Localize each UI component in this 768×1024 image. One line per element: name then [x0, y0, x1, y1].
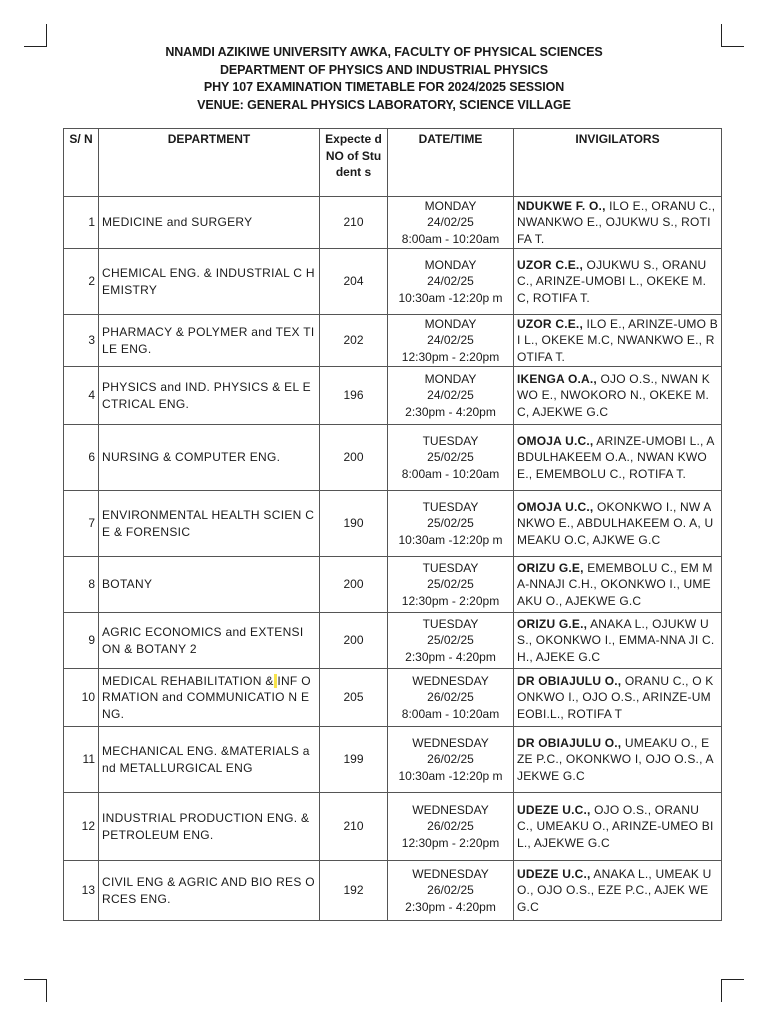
exam-day: TUESDAY	[422, 433, 479, 448]
col-header-department: DEPARTMENT	[99, 129, 320, 197]
col-header-invigilators: INVIGILATORS	[514, 129, 722, 197]
other-invigilators: UMEAKU O., E ZE P.C., OKONKWO I, OJO O.S., AJEKWE G.C	[517, 735, 714, 783]
department-text-end: INF ORMATION and COMMUNICATIO N ENG.	[102, 673, 311, 721]
cell-datetime	[388, 727, 514, 793]
cell-invigilators	[514, 861, 722, 921]
cell-invigilators	[514, 727, 722, 793]
exam-time: 10:30am -12:20p m	[398, 532, 503, 547]
lead-invigilator: NDUKWE F. O.,	[517, 198, 606, 213]
cell-department: CIVIL ENG & AGRIC AND BIO RES ORCES ENG.	[99, 861, 320, 921]
other-invigilators: ILO E., ORANU C., NWANKWO E., OJUKWU S., ROTIFA T.	[517, 198, 716, 246]
lead-invigilator: UDEZE U.C.,	[517, 866, 591, 881]
other-invigilators: ARINZE-UMOBI L., ABDULHAKEEM O.A., NWAN KWO E., EMEMBOLU C., ROTIFA T.	[517, 433, 715, 481]
table-row	[64, 793, 722, 861]
cell-invigilators	[514, 315, 722, 367]
lead-invigilator: IKENGA O.A.,	[517, 371, 597, 386]
cell-department: MEDICINE and SURGERY	[99, 197, 320, 249]
cell-invigilators	[514, 197, 722, 249]
cell-department	[99, 669, 320, 727]
exam-date: 25/02/25	[427, 633, 474, 648]
lead-invigilator: DR OBIAJULU O.,	[517, 673, 622, 688]
cell-datetime	[388, 249, 514, 315]
exam-day: WEDNESDAY	[412, 735, 489, 750]
cell-expected: 210	[320, 197, 388, 249]
other-invigilators: EMEMBOLU C., EM MA-NNAJI C.H., OKONKWO I., UMEAKU O., AJEKWE G.C	[517, 560, 713, 608]
exam-date: 24/02/25	[427, 333, 474, 348]
cell-datetime	[388, 491, 514, 557]
lead-invigilator: DR OBIAJULU O.,	[517, 735, 622, 750]
cell-department: AGRIC ECONOMICS and EXTENSI ON & BOTANY 2	[99, 613, 320, 669]
cell-invigilators	[514, 249, 722, 315]
exam-date: 25/02/25	[427, 577, 474, 592]
table-row	[64, 557, 722, 613]
cell-sn: 8	[64, 557, 99, 613]
exam-day: TUESDAY	[422, 499, 479, 514]
cell-datetime	[388, 793, 514, 861]
cell-sn: 11	[64, 727, 99, 793]
exam-date: 26/02/25	[427, 883, 474, 898]
cell-department: PHARMACY & POLYMER and TEX TILE ENG.	[99, 315, 320, 367]
table-row	[64, 613, 722, 669]
exam-day: WEDNESDAY	[412, 866, 489, 881]
exam-day: TUESDAY	[422, 616, 479, 631]
document-header	[0, 44, 768, 114]
cell-datetime	[388, 425, 514, 491]
lead-invigilator: OMOJA U.C.,	[517, 499, 594, 514]
cell-sn: 4	[64, 367, 99, 425]
cell-sn: 13	[64, 861, 99, 921]
cell-expected: 192	[320, 861, 388, 921]
other-invigilators: OJUKWU S., ORANU C., ARINZE-UMOBI L., OKEKE M.C, ROTIFA T.	[517, 257, 707, 305]
cell-datetime	[388, 557, 514, 613]
exam-date: 24/02/25	[427, 274, 474, 289]
other-invigilators: OKONKWO I., NW ANKWO E., ABDULHAKEEM O. A, UMEAKU O.C, AJKWE G.C	[517, 499, 714, 547]
cell-department: BOTANY	[99, 557, 320, 613]
table-row	[64, 727, 722, 793]
exam-time: 2:30pm - 4:20pm	[405, 649, 496, 664]
cell-sn: 7	[64, 491, 99, 557]
exam-timetable	[63, 128, 722, 921]
exam-time: 8:00am - 10:20am	[401, 706, 500, 721]
lead-invigilator: OMOJA U.C.,	[517, 433, 594, 448]
exam-date: 25/02/25	[427, 450, 474, 465]
cell-expected: 196	[320, 367, 388, 425]
cell-invigilators	[514, 793, 722, 861]
exam-time: 2:30pm - 4:20pm	[405, 404, 496, 419]
table-row	[64, 249, 722, 315]
cell-sn: 2	[64, 249, 99, 315]
cell-expected: 204	[320, 249, 388, 315]
department-title: DEPARTMENT OF PHYSICS AND INDUSTRIAL PHYSICS	[219, 62, 549, 77]
cell-expected: 200	[320, 613, 388, 669]
exam-time: 8:00am - 10:20am	[401, 231, 500, 246]
table-row	[64, 425, 722, 491]
exam-date: 26/02/25	[427, 752, 474, 767]
cell-expected: 199	[320, 727, 388, 793]
other-invigilators: ILO E., ARINZE-UMO BI L., OKEKE M.C, NWANKWO E., ROTIFA T.	[517, 316, 718, 364]
cell-department: NURSING & COMPUTER ENG.	[99, 425, 320, 491]
cell-sn: 10	[64, 669, 99, 727]
exam-date: 24/02/25	[427, 388, 474, 403]
cell-invigilators	[514, 425, 722, 491]
other-invigilators: OJO O.S., ORANU C., UMEAKU O., ARINZE-UMEO BI L., AJEKWE G.C	[517, 802, 714, 850]
exam-time: 2:30pm - 4:20pm	[405, 899, 496, 914]
cell-sn: 12	[64, 793, 99, 861]
other-invigilators: ANAKA L., UMEAK U O., OJO O.S., EZE P.C., AJEK WE G.C	[517, 866, 712, 914]
cell-expected: 205	[320, 669, 388, 727]
table-row	[64, 315, 722, 367]
cell-department: ENVIRONMENTAL HEALTH SCIEN CE & FORENSIC	[99, 491, 320, 557]
exam-date: 26/02/25	[427, 819, 474, 834]
cell-invigilators	[514, 491, 722, 557]
exam-day: MONDAY	[424, 371, 477, 386]
cell-invigilators	[514, 367, 722, 425]
cell-invigilators	[514, 613, 722, 669]
cell-datetime	[388, 367, 514, 425]
table-row	[64, 367, 722, 425]
exam-date: 25/02/25	[427, 516, 474, 531]
table-row	[64, 491, 722, 557]
exam-time: 12:30pm - 2:20pm	[401, 835, 500, 850]
col-header-expected: Expecte d NO of Student s	[320, 129, 388, 197]
lead-invigilator: UZOR C.E.,	[517, 316, 584, 331]
department-text-start: MEDICAL REHABILITATION &	[102, 673, 274, 688]
cell-expected: 210	[320, 793, 388, 861]
header-row	[64, 129, 722, 197]
cell-department: MECHANICAL ENG. &MATERIALS and METALLURGICAL ENG	[99, 727, 320, 793]
exam-day: TUESDAY	[422, 560, 479, 575]
lead-invigilator: UZOR C.E.,	[517, 257, 584, 272]
crop-mark-bottom-right	[721, 979, 744, 1002]
cell-department: PHYSICS and IND. PHYSICS & EL ECTRICAL ENG.	[99, 367, 320, 425]
cell-sn: 1	[64, 197, 99, 249]
cell-expected: 200	[320, 425, 388, 491]
lead-invigilator: UDEZE U.C.,	[517, 802, 591, 817]
cell-department: INDUSTRIAL PRODUCTION ENG. & PETROLEUM ENG.	[99, 793, 320, 861]
cell-expected: 202	[320, 315, 388, 367]
exam-day: WEDNESDAY	[412, 673, 489, 688]
exam-date: 26/02/25	[427, 690, 474, 705]
cell-datetime	[388, 315, 514, 367]
col-header-datetime: DATE/TIME	[388, 129, 514, 197]
table-row	[64, 861, 722, 921]
timetable-title: PHY 107 EXAMINATION TIMETABLE FOR 2024/2025 SESSION	[203, 80, 565, 94]
exam-time: 12:30pm - 2:20pm	[401, 593, 500, 608]
cell-invigilators	[514, 557, 722, 613]
university-title: NNAMDI AZIKIWE UNIVERSITY AWKA, FACULTY OF PHYSICAL SCIENCES	[165, 45, 603, 59]
lead-invigilator: ORIZU G.E.,	[517, 616, 588, 631]
cell-sn: 6	[64, 425, 99, 491]
other-invigilators: ORANU C., O KONKWO I., OJO O.S., ARINZE-UMEOBI.L., ROTIFA T	[517, 673, 714, 721]
cell-department: CHEMICAL ENG. & INDUSTRIAL C HEMISTRY	[99, 249, 320, 315]
table-row	[64, 197, 722, 249]
exam-day: MONDAY	[424, 198, 477, 213]
cell-expected: 200	[320, 557, 388, 613]
exam-time: 10:30am -12:20p m	[398, 290, 503, 305]
other-invigilators: ANAKA L., OJUKW U S., OKONKWO I., EMMA-NNA JI C.H., AJEKE G.C	[517, 616, 715, 664]
table-row	[64, 669, 722, 727]
cell-sn: 3	[64, 315, 99, 367]
exam-day: MONDAY	[424, 257, 477, 272]
exam-time: 12:30pm - 2:20pm	[401, 349, 500, 364]
cell-datetime	[388, 669, 514, 727]
col-header-sn: S/ N	[64, 129, 99, 197]
cell-datetime	[388, 613, 514, 669]
exam-date: 24/02/25	[427, 215, 474, 230]
cell-expected: 190	[320, 491, 388, 557]
other-invigilators: OJO O.S., NWAN KWO E., NWOKORO N., OKEKE M.C, AJEKWE G.C	[517, 371, 710, 419]
exam-time: 8:00am - 10:20am	[401, 466, 500, 481]
cell-invigilators	[514, 669, 722, 727]
exam-time: 10:30am -12:20p m	[398, 768, 503, 783]
cell-datetime	[388, 197, 514, 249]
exam-day: WEDNESDAY	[412, 802, 489, 817]
crop-mark-bottom-left	[24, 979, 47, 1002]
cell-sn: 9	[64, 613, 99, 669]
exam-day: MONDAY	[424, 316, 477, 331]
cell-datetime	[388, 861, 514, 921]
lead-invigilator: ORIZU G.E,	[517, 560, 584, 575]
venue-title: VENUE: GENERAL PHYSICS LABORATORY, SCIENCE VILLAGE	[197, 97, 571, 112]
